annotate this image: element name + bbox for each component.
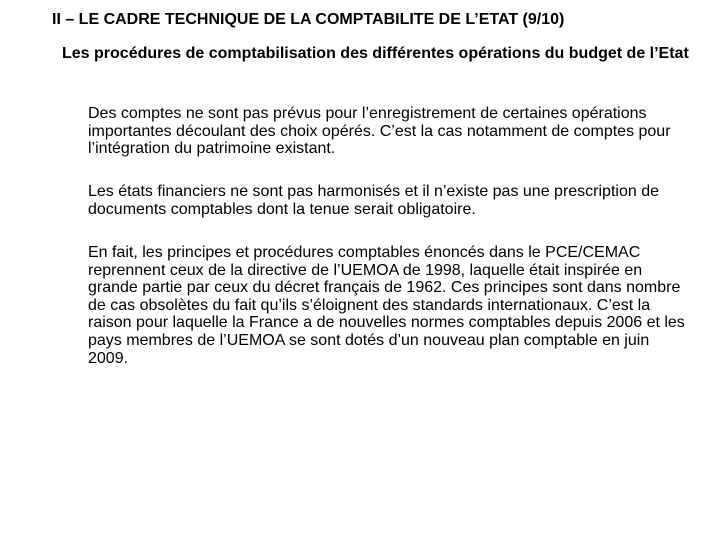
slide-subtitle: Les procédures de comptabilisation des différentes opérations du budget de l’Etat	[62, 45, 689, 62]
paragraph-comptes: Des comptes ne sont pas prévus pour l’enregistrement de certaines opérations importantes découlant des choix opérés. C’est la cas notamment de comptes pour l’intégration du patrimoine existant.	[88, 105, 671, 158]
slide-title: II – LE CADRE TECHNIQUE DE LA COMPTABILITE DE L’ETAT (9/10)	[52, 11, 565, 28]
paragraph-etats-financiers: Les états financiers ne sont pas harmonisés et il n’existe pas une prescription de documents comptables dont la tenue serait obligatoire.	[88, 183, 659, 218]
paragraph-principes: En fait, les principes et procédures comptables énoncés dans le PCE/CEMAC reprennent ceux de la directive de l’UEMOA de 1998, laquelle était inspirée en grande partie par ceux du décret français de 1962. Ces principes sont dans nombre de cas obsolètes du fait qu’ils s’éloignent des standards internationaux. C’est la raison pour laquelle la France a de nouvelles normes comptables depuis 2006 et les pays membres de l’UEMOA se sont dotés d’un nouveau plan comptable en juin 2009.	[88, 244, 685, 367]
